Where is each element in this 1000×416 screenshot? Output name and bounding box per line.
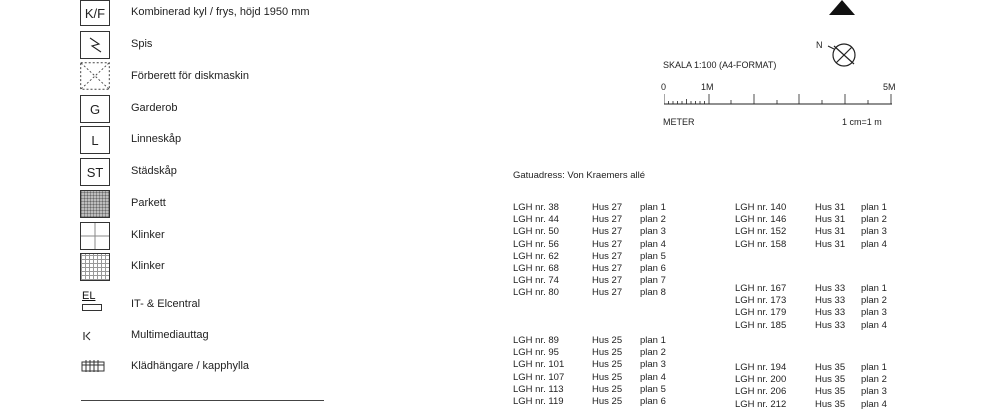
scale-tick-1m: 1M xyxy=(701,82,714,92)
floor-level: plan 7 xyxy=(640,275,666,287)
house-number: Hus 25 xyxy=(592,383,623,395)
floor-level: plan 6 xyxy=(640,263,666,274)
legend-code: EL xyxy=(82,290,96,302)
legend-label: Garderob xyxy=(131,102,178,114)
floor-level: plan 3 xyxy=(861,226,887,238)
apartment-number: LGH nr. 194 xyxy=(735,362,787,373)
apartment-number: LGH nr. 95 xyxy=(513,347,559,359)
street-address: Gatuadress: Von Kraemers allé xyxy=(513,170,646,181)
house-number: Hus 27 xyxy=(592,275,623,287)
apartment-number: LGH nr. 146 xyxy=(735,214,787,226)
tile-large-icon xyxy=(80,222,110,250)
legend-label: Linneskåp xyxy=(131,133,182,145)
house-number: Hus 25 xyxy=(592,359,623,371)
floor-level: plan 1 xyxy=(640,202,666,213)
house-number: Hus 31 xyxy=(815,214,846,226)
legend-label: Klinker xyxy=(131,229,165,241)
svg-text:N: N xyxy=(816,40,823,50)
floor-level: plan 4 xyxy=(640,371,666,383)
house-number: Hus 33 xyxy=(815,319,846,331)
floor-level: plan 2 xyxy=(861,295,887,307)
apartment-number: LGH nr. 68 xyxy=(513,263,559,274)
house-number: Hus 33 xyxy=(815,295,846,307)
north-triangle-icon xyxy=(825,0,859,21)
apartment-number: LGH nr. 185 xyxy=(735,319,787,331)
wardrobe-icon xyxy=(80,95,110,123)
apartment-number: LGH nr. 113 xyxy=(513,383,564,395)
apartment-number: LGH nr. 140 xyxy=(735,202,787,213)
legend-code: L xyxy=(91,132,99,148)
floor-level: plan 2 xyxy=(640,214,666,226)
legend-label: Parkett xyxy=(131,197,166,209)
legend-label: Klinker xyxy=(131,260,165,272)
floor-level: plan 4 xyxy=(861,319,887,331)
floor-level: plan 2 xyxy=(861,214,887,226)
floor-level: plan 2 xyxy=(640,347,666,359)
legend-label: Förberett för diskmaskin xyxy=(131,70,249,82)
floor-level: plan 1 xyxy=(640,335,666,346)
legend-label: Städskåp xyxy=(131,165,177,177)
fridge-freezer-icon xyxy=(80,0,110,26)
legend-code: ST xyxy=(86,164,104,180)
legend-code: G xyxy=(89,101,101,117)
house-number: Hus 27 xyxy=(592,202,623,213)
apartment-number: LGH nr. 167 xyxy=(735,283,787,294)
house-number: Hus 27 xyxy=(592,214,623,226)
house-number: Hus 25 xyxy=(592,371,623,383)
divider xyxy=(81,400,324,401)
house-number: Hus 25 xyxy=(592,347,623,359)
apartment-number: LGH nr. 158 xyxy=(735,238,787,250)
house-number: Hus 31 xyxy=(815,202,846,213)
floor-level: plan 4 xyxy=(861,238,887,250)
house-number: Hus 33 xyxy=(815,283,846,294)
house-number: Hus 25 xyxy=(592,335,623,346)
house-number: Hus 27 xyxy=(592,250,623,262)
electrical-panel-icon xyxy=(82,290,112,318)
apartment-number: LGH nr. 80 xyxy=(513,287,559,299)
tile-small-icon xyxy=(80,253,110,281)
house-number: Hus 27 xyxy=(592,226,623,238)
stove-icon xyxy=(80,31,110,59)
floor-level: plan 4 xyxy=(640,238,666,250)
scale-unit: METER xyxy=(663,117,695,127)
legend-label: Klädhängare / kapphylla xyxy=(131,360,250,372)
scale-ratio: 1 cm=1 m xyxy=(842,117,882,127)
scale-tick-0: 0 xyxy=(661,82,667,92)
north-arrow-icon xyxy=(814,36,866,77)
apartment-number: LGH nr. 50 xyxy=(513,226,559,238)
legend-label: Spis xyxy=(131,38,153,50)
house-number: Hus 35 xyxy=(815,362,846,373)
apartment-number: LGH nr. 152 xyxy=(735,226,787,238)
legend-label: Multimediauttag xyxy=(131,329,209,341)
floor-level: plan 6 xyxy=(640,396,666,407)
house-number: Hus 25 xyxy=(592,396,623,407)
floor-level: plan 4 xyxy=(861,398,887,410)
dishwasher-prepared-icon xyxy=(80,62,110,90)
apartment-number: LGH nr. 101 xyxy=(513,359,565,371)
floor-level: plan 2 xyxy=(861,374,887,386)
house-number: Hus 31 xyxy=(815,226,846,238)
legend-label: Kombinerad kyl / frys, höjd 1950 mm xyxy=(131,6,310,18)
house-number: Hus 35 xyxy=(815,398,846,410)
cleaning-closet-icon xyxy=(80,158,110,186)
parquet-hatch-icon xyxy=(80,190,110,218)
house-number: Hus 27 xyxy=(592,238,623,250)
floor-level: plan 5 xyxy=(640,250,666,262)
apartment-number: LGH nr. 56 xyxy=(513,238,559,250)
apartment-number: LGH nr. 200 xyxy=(735,374,787,386)
house-number: Hus 27 xyxy=(592,287,623,299)
legend-code: K/F xyxy=(84,5,106,21)
house-number: Hus 27 xyxy=(592,263,623,274)
apartment-number: LGH nr. 74 xyxy=(513,275,559,287)
floor-level: plan 5 xyxy=(640,383,666,395)
floor-level: plan 3 xyxy=(640,359,666,371)
house-number: Hus 35 xyxy=(815,386,846,398)
apartment-number: LGH nr. 212 xyxy=(735,398,787,410)
apartment-number: LGH nr. 173 xyxy=(735,295,787,307)
scale-bar xyxy=(664,92,896,111)
apartment-number: LGH nr. 89 xyxy=(513,335,559,346)
floor-level: plan 1 xyxy=(861,283,887,294)
floor-level: plan 3 xyxy=(861,307,887,319)
apartment-number: LGH nr. 44 xyxy=(513,214,559,226)
house-number: Hus 35 xyxy=(815,374,846,386)
scale-title: SKALA 1:100 (A4-FORMAT) xyxy=(663,60,777,70)
apartment-number: LGH nr. 119 xyxy=(513,396,564,407)
coat-rack-icon xyxy=(81,353,111,381)
floor-level: plan 1 xyxy=(861,202,887,213)
floor-level: plan 3 xyxy=(861,386,887,398)
scale-tick-5m: 5M xyxy=(883,82,896,92)
apartment-number: LGH nr. 107 xyxy=(513,371,565,383)
floor-level: plan 3 xyxy=(640,226,666,238)
floor-level: plan 8 xyxy=(640,287,666,299)
multimedia-outlet-icon xyxy=(82,322,112,350)
apartment-number: LGH nr. 38 xyxy=(513,202,559,213)
legend-label: IT- & Elcentral xyxy=(131,298,201,310)
apartment-number: LGH nr. 179 xyxy=(735,307,787,319)
linen-closet-icon xyxy=(80,126,110,154)
house-number: Hus 33 xyxy=(815,307,846,319)
floor-level: plan 1 xyxy=(861,362,887,373)
apartment-number: LGH nr. 206 xyxy=(735,386,787,398)
apartment-number: LGH nr. 62 xyxy=(513,250,559,262)
house-number: Hus 31 xyxy=(815,238,846,250)
